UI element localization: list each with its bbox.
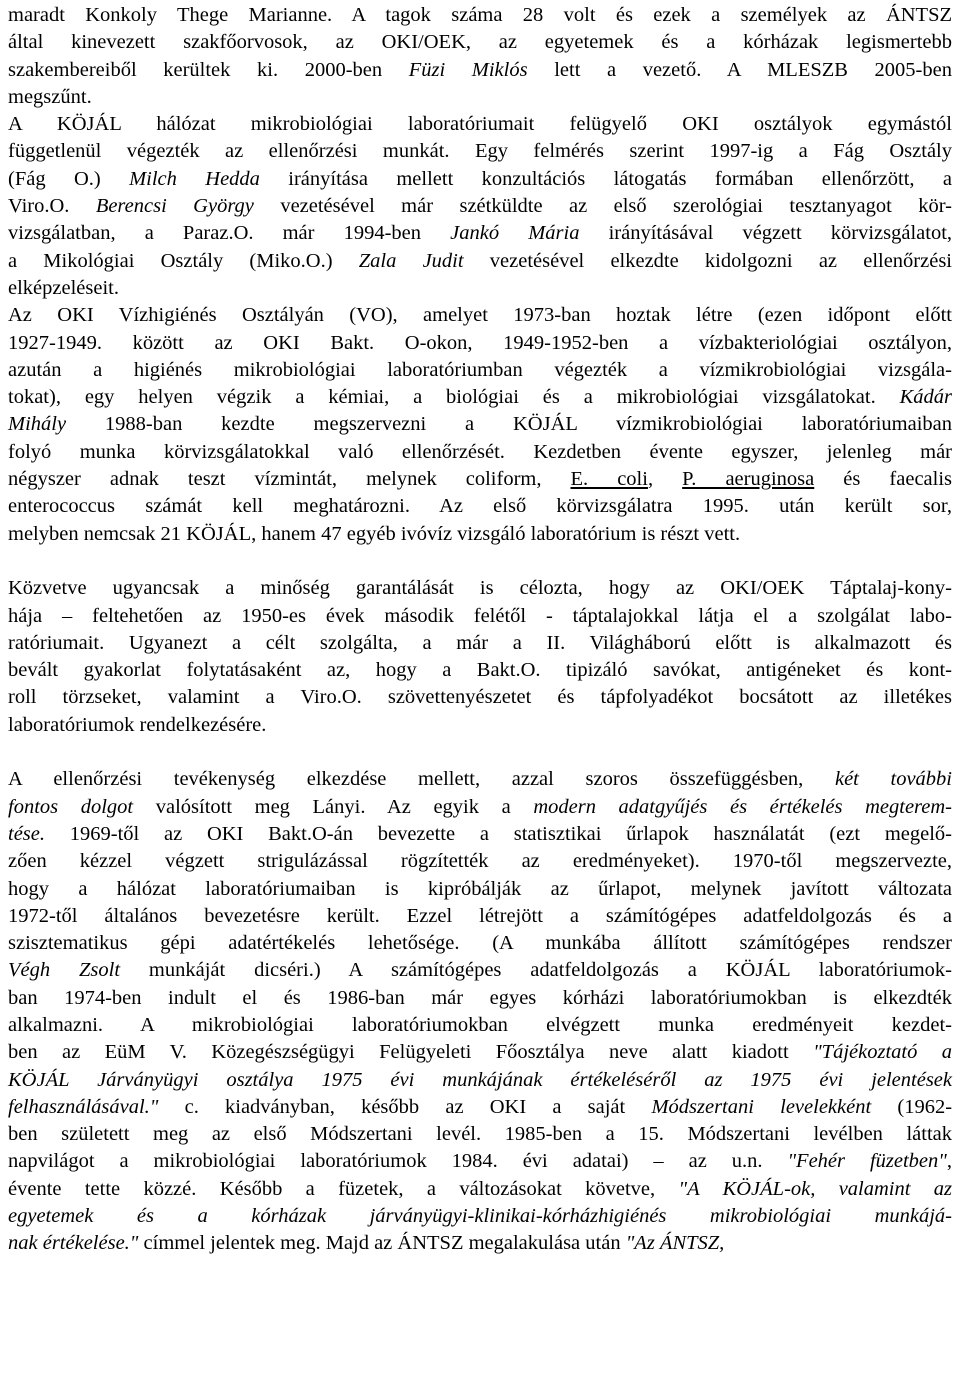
text-line [8,684,952,711]
text-run: , [647,468,683,491]
text-run: 1969-től az OKI Bakt.O-án bevezette a statisztikai űrlapok használatát (ezt megelő- [45,822,952,845]
text-run: Az OKI Vízhigiénés Osztályán (VO), amelyet 1973-ban hoztak létre (ezen időpont előtt [8,304,952,327]
text-line [8,1012,952,1039]
text-run: A KÖJÁL hálózat mikrobiológiai laboratóriumait felügyelő OKI osztályok egymástól [8,113,952,136]
text-run: zően kézzel végzett strigulázással rögzítették az eredményeket). 1970-től megszervezte, [8,850,952,873]
paragraph [8,2,952,548]
text-line [8,1067,952,1094]
italic-text: "Tájékoztató a [813,1041,952,1064]
text-run: melyben nemcsak 21 KÖJÁL, hanem 47 egyéb ivóvíz vizsgáló laboratórium is részt vett. [8,522,741,545]
text-run: maradt Konkoly Thege Marianne. A tagok száma 28 volt és ezek a személyek az ÁNTSZ [8,4,952,26]
text-run: 1972-től általános bevezetésre került. Ezzel létrejött a számítógépes adatfeldolgozás és a [8,904,952,927]
italic-text: "Az ÁNTSZ, [625,1232,725,1255]
text-run: ben az EüM V. Közegészségügyi Felügyeleti Főosztálya neve alatt kiadott [8,1041,814,1064]
italic-text: KÖJÁL Járványügyi osztálya 1975 évi munkájának értékeléséről az 1975 évi jelentések [8,1068,952,1091]
text-line [8,521,952,548]
text-line [8,657,952,684]
text-line [8,220,952,247]
text-run: roll törzseket, valamint a Viro.O. szövettenyészetet és tápfolyadékot bocsátott az illetékes [8,686,952,709]
italic-text: nak értékelése." [8,1232,139,1255]
text-line [8,302,952,329]
text-run: által kinevezett szakfőorvosok, az OKI/OEK, az egyetemek és a kórházak legismertebb [8,31,952,54]
italic-text: "Fehér füzetben" [787,1150,947,1173]
text-line [8,330,952,357]
text-run: azután a higiénés mikrobiológiai laboratóriumban végezték a vízmikrobiológiai vizsgála- [8,358,952,381]
text-line [8,821,952,848]
text-line [8,876,952,903]
italic-text: fontos dolgot [8,795,134,818]
text-run: (1962- [871,1095,953,1118]
text-line [8,138,952,165]
text-run: a Mikológiai Osztály (Miko.O.) [8,249,359,272]
text-run: (Fág O.) [8,167,130,190]
text-run: tokat), egy helyen végzik a kémiai, a biológiai és a mikrobiológiai vizsgálatokat. [8,386,900,409]
text-run: szakembereiből kerültek ki. 2000-ben [8,58,409,81]
paragraph-gap [8,548,952,575]
text-line [8,930,952,957]
italic-text: Berencsi György [95,195,254,218]
italic-text: modern adatgyűjés és értékelés megterem- [533,795,952,818]
text-line [8,766,952,793]
text-run: ratóriumait. Ugyanezt a célt szolgálta, a már a II. Világháború előtt is alkalmazott és [8,631,952,654]
text-run: alkalmazni. A mikrobiológiai laboratóriumokban elvégzett munka eredményeit kezdet- [8,1013,952,1036]
text-run: elképzeléseit. [8,276,119,299]
text-line [8,248,952,275]
text-line [8,493,952,520]
text-line [8,439,952,466]
text-run: A ellenőrzési tevékenység elkezdése mellett, azzal szoros összefüggésben, [8,768,835,791]
text-line [8,275,952,302]
italic-text: egyetemek és a kórházak járványügyi-klinikai-kórházhigiénés mikrobiológiai munkájá- [8,1205,952,1228]
text-run: szisztematikus gépi adatértékelés lehetősége. (A munkába állított számítógépes rendszer [8,932,952,955]
text-line [8,630,952,657]
text-line [8,1176,952,1203]
italic-text: Milch Hedda [129,167,260,190]
text-run: 1927-1949. között az OKI Bakt. O-okon, 1949-1952-ben a vízbakteriológiai osztályon, [8,331,952,354]
italic-text: felhasználásával." [8,1095,159,1118]
text-line [8,2,952,29]
text-line [8,957,952,984]
text-run: napvilágot a mikrobiológiai laboratóriumok 1984. évi adatai) – az u.n. [8,1150,788,1173]
text-line [8,1230,952,1257]
text-line [8,111,952,138]
text-line [8,575,952,602]
text-run: évente tette közzé. Később a füzetek, a változásokat követve, [8,1177,679,1200]
text-run: bevált gyakorlat folytatásaként az, hogy a Bakt.O. tipizáló savókat, antigéneket és kont- [8,659,952,682]
text-line [8,1094,952,1121]
italic-text: "A KÖJÁL-ok, valamint az [678,1177,953,1200]
paragraph [8,766,952,1257]
text-line [8,1148,952,1175]
italic-text: Mihály [8,413,67,436]
italic-text: Végh Zsolt [8,959,121,982]
text-line [8,411,952,438]
text-line [8,985,952,1012]
text-run: vezetésével elkezdte kidolgozni az ellenőrzési [463,249,953,272]
text-line [8,1039,952,1066]
text-run: megszűnt. [8,85,92,108]
text-line [8,848,952,875]
underlined-text: E. coli [570,468,648,491]
text-run: c. kiadványban, később az OKI a saját [158,1095,652,1118]
italic-text: Zala Judit [358,249,464,272]
text-line [8,466,952,493]
text-run: függetlenül végezték az ellenőrzési munkát. Egy felmérés szerint 1997-ig a Fág Osztály [8,140,952,163]
italic-text: két további [834,768,953,791]
text-line [8,603,952,630]
text-run: irányításával végzett körvizsgálatot, [579,222,953,245]
text-run: valósított meg Lányi. Az egyik a [133,795,534,818]
text-line [8,794,952,821]
text-run: hogy a hálózat laboratóriumaiban is kipróbálják az űrlapot, melynek javított változata [8,877,952,900]
text-run: Közvetve ugyancsak a minőség garantálását is célozta, hogy az OKI/OEK Táptalaj-kony- [8,577,952,600]
text-run: irányítása mellett konzultációs látogatás formában ellenőrzött, a [259,167,952,190]
text-run: ben született meg az első Módszertani levél. 1985-ben a 15. Módszertani levélben láttak [8,1123,952,1146]
text-line [8,712,952,739]
text-line [8,1121,952,1148]
text-run: Viro.O. [8,195,96,218]
italic-text: tése. [8,822,45,845]
text-run: , [946,1150,953,1173]
text-run: lett a vezető. A MLESZB 2005-ben [527,58,952,81]
italic-text: Jankó Mária [450,222,580,245]
text-line [8,193,952,220]
paragraph [8,575,952,739]
text-line [8,84,952,111]
text-run: laboratóriumok rendelkezésére. [8,713,267,736]
text-run: folyó munka körvizsgálatokkal való ellenőrzését. Kezdetben évente egyszer, jelenleg már [8,440,952,463]
text-run: vezetésével már szétküldte az első szerológiai tesztanyagot kör- [253,195,952,218]
text-run: címmel jelentek meg. Majd az ÁNTSZ megalakulása után [138,1232,626,1255]
italic-text: Módszertani levelekként [651,1095,872,1118]
italic-text: Kádár [899,386,952,409]
italic-text: Füzi Miklós [408,58,528,81]
text-run: hája – feltehetően az 1950-es évek második felétől - táptalajokkal látja el a szolgálat labo- [8,604,952,627]
text-line [8,1203,952,1230]
paragraph-gap [8,739,952,766]
text-run: és faecalis [814,468,953,491]
text-line [8,903,952,930]
text-line [8,384,952,411]
text-run: négyszer adnak teszt vízmintát, melynek coliform, [8,468,571,491]
underlined-text: P. aeruginosa [682,468,815,491]
text-run: ban 1974-ben indult el és 1986-ban már egyes kórházi laboratóriumokban is elkezdték [8,986,952,1009]
text-line [8,57,952,84]
text-run: enterococcus számát kell meghatározni. Az első körvizsgálatra 1995. után került sor, [8,495,952,518]
text-run: munkáját dicséri.) A számítógépes adatfeldolgozás a KÖJÁL laboratóriumok- [120,959,952,982]
text-line [8,166,952,193]
text-run: 1988-ban kezdte megszervezni a KÖJÁL vízmikrobiológiai laboratóriumaiban [66,413,952,436]
text-run: vizsgálatban, a Paraz.O. már 1994-ben [8,222,451,245]
text-line [8,357,952,384]
text-line [8,29,952,56]
